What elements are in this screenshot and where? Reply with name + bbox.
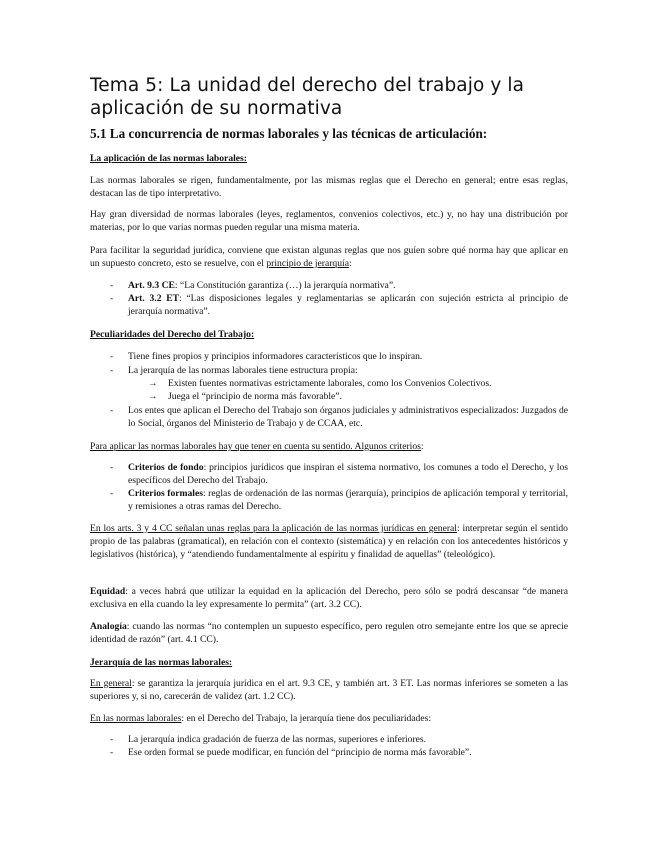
subheading-criterios — [90, 440, 568, 453]
analogia-label: Analogía — [90, 621, 127, 632]
list-item-text: Ese orden formal se puede modificar, en función del “principio de norma más favorable”. — [128, 747, 472, 758]
list-item-text: : “Las disposiciones legales y reglamentarias se aplicarán con sujeción estricta al principio de jerarquía normativa”. — [128, 293, 568, 317]
arrow-icon: → — [148, 391, 158, 402]
list-item — [90, 733, 568, 746]
article-ref: Art. 9.3 CE — [128, 280, 175, 291]
criterios-colon: : — [420, 441, 424, 452]
principio-jerarquia-link: principio de jerarquía — [266, 258, 349, 269]
list-item — [90, 292, 568, 318]
list-item-text: : principios jurídicos que inspiran el sistema normativo, los comunes a todo el Derecho, y los específicos del Derecho del Trabajo. — [128, 462, 568, 486]
paragraph-equidad — [90, 585, 568, 611]
list-item-text: Los entes que aplican el Derecho del Trabajo son órganos judiciales y administrativos especializados: Juzgados de lo Social, órganos del Ministerio de Trabajo y de CCAA, etc. — [128, 405, 568, 429]
list-item-text: La jerarquía de las normas laborales tiene estructura propia: — [128, 365, 358, 376]
criterio-label: Criterios formales — [128, 488, 203, 499]
bullet-dash: - — [110, 280, 114, 291]
bullet-dash: - — [110, 734, 114, 745]
paragraph-2: Hay gran diversidad de normas laborales (leyes, reglamentos, convenios colectivos, etc.) y, no hay una distribución por materias, por lo que varias normas pueden regular una misma materia. — [90, 209, 568, 233]
paragraph-general — [90, 677, 568, 703]
general-text: : se garantiza la jerarquía jurídica en el art. 9.3 CE, y también art. 3 ET. Las normas inferiores se someten a las superiores y, si no, carecerán de validez (art. 1.2 CC). — [90, 678, 569, 702]
bullet-dash: - — [110, 747, 114, 758]
bullet-dash: - — [110, 351, 114, 362]
subheading-peculiaridades: Peculiaridades del Derecho del Trabajo: — [90, 329, 255, 340]
criterio-label: Criterios de fondo — [128, 462, 204, 473]
document-title: Tema 5: La unidad del derecho del trabajo y la aplicación de su normativa — [90, 75, 525, 119]
arrow-item — [90, 390, 568, 403]
list-item — [90, 279, 568, 292]
paragraph-3-text: Para facilitar la seguridad jurídica, conviene que existan algunas reglas que nos guíen sobre qué norma hay que aplicar en un supuesto concreto, esto se resuelve, con el — [90, 245, 568, 269]
equidad-text: : a veces habrá que utilizar la equidad en la aplicación del Derecho, pero sólo se podrá descansar “de manera exclusiva en ella cuando la ley expresamente lo permita” (art. 3.2 CC). — [90, 586, 568, 610]
paragraph-3 — [90, 244, 568, 270]
paragraph-normas-laborales — [90, 712, 568, 725]
criterios-heading-text: Para aplicar las normas laborales hay que tener en cuenta su sentido. Algunos criterios — [90, 441, 421, 452]
bullet-dash: - — [110, 365, 114, 376]
list-item — [90, 350, 568, 363]
list-item — [90, 487, 568, 513]
arts-text: : interpretar según el sentido propio de las palabras (gramatical), en relación con el contexto (sistemática) y en relación con los antecedentes históricos y legislativos (histórica), y “atendiendo fundamentalmente al espíritu y finalidad de aquellas” (teleológico). — [90, 523, 568, 560]
general-label: En general — [90, 678, 132, 689]
bullet-dash: - — [110, 405, 114, 416]
arrow-item-text: Juega el “principio de norma más favorable”. — [168, 391, 342, 402]
normas-label: En las normas laborales — [90, 713, 182, 724]
subheading-aplicacion: La aplicación de las normas laborales: — [90, 153, 247, 164]
section-heading: 5.1 La concurrencia de normas laborales y las técnicas de articulación: — [90, 126, 488, 141]
list-item — [90, 746, 568, 759]
list-item — [90, 404, 568, 430]
arrow-icon: → — [148, 378, 158, 389]
bullet-dash: - — [110, 293, 114, 304]
paragraph-1: Las normas laborales se rigen, fundamentalmente, por las mismas reglas que el Derecho en general; entre esas reglas, destacan las de tipo interpretativo. — [90, 175, 568, 199]
arts-reference: En los arts. 3 y 4 CC señalan unas reglas para la aplicación de las normas jurídicas en general — [90, 523, 457, 534]
list-item — [90, 461, 568, 487]
equidad-label: Equidad — [90, 586, 126, 597]
subheading-jerarquia: Jerarquía de las normas laborales: — [90, 657, 233, 668]
list-item-text: : “La Constitución garantiza (…) la jerarquía normativa”. — [174, 280, 396, 291]
analogia-text: : cuando las normas “no contemplen un supuesto específico, pero regulen otro semejante entre los que se aprecie identidad de razón” (art. 4.1 CC). — [90, 621, 568, 645]
arrow-item — [90, 377, 568, 390]
paragraph-arts — [90, 522, 568, 561]
list-item-text: Tiene fines propios y principios informadores característicos que lo inspiran. — [128, 351, 423, 362]
paragraph-analogia — [90, 620, 568, 646]
paragraph-3-end: : — [348, 258, 352, 269]
list-item-text: : reglas de ordenación de las normas (jerarquía), principios de aplicación temporal y territorial, y remisiones a otras ramas del Derecho. — [128, 488, 568, 512]
bullet-dash: - — [110, 462, 114, 473]
bullet-dash: - — [110, 488, 114, 499]
normas-text: : en el Derecho del Trabajo, la jerarquía tiene dos peculiaridades: — [181, 713, 432, 724]
arrow-item-text: Existen fuentes normativas estrictamente laborales, como los Convenios Colectivos. — [168, 378, 492, 389]
list-item-text: La jerarquía indica gradación de fuerza de las normas, superiores e inferiores. — [128, 734, 427, 745]
article-ref: Art. 3.2 ET — [128, 293, 180, 304]
list-item — [90, 364, 568, 377]
